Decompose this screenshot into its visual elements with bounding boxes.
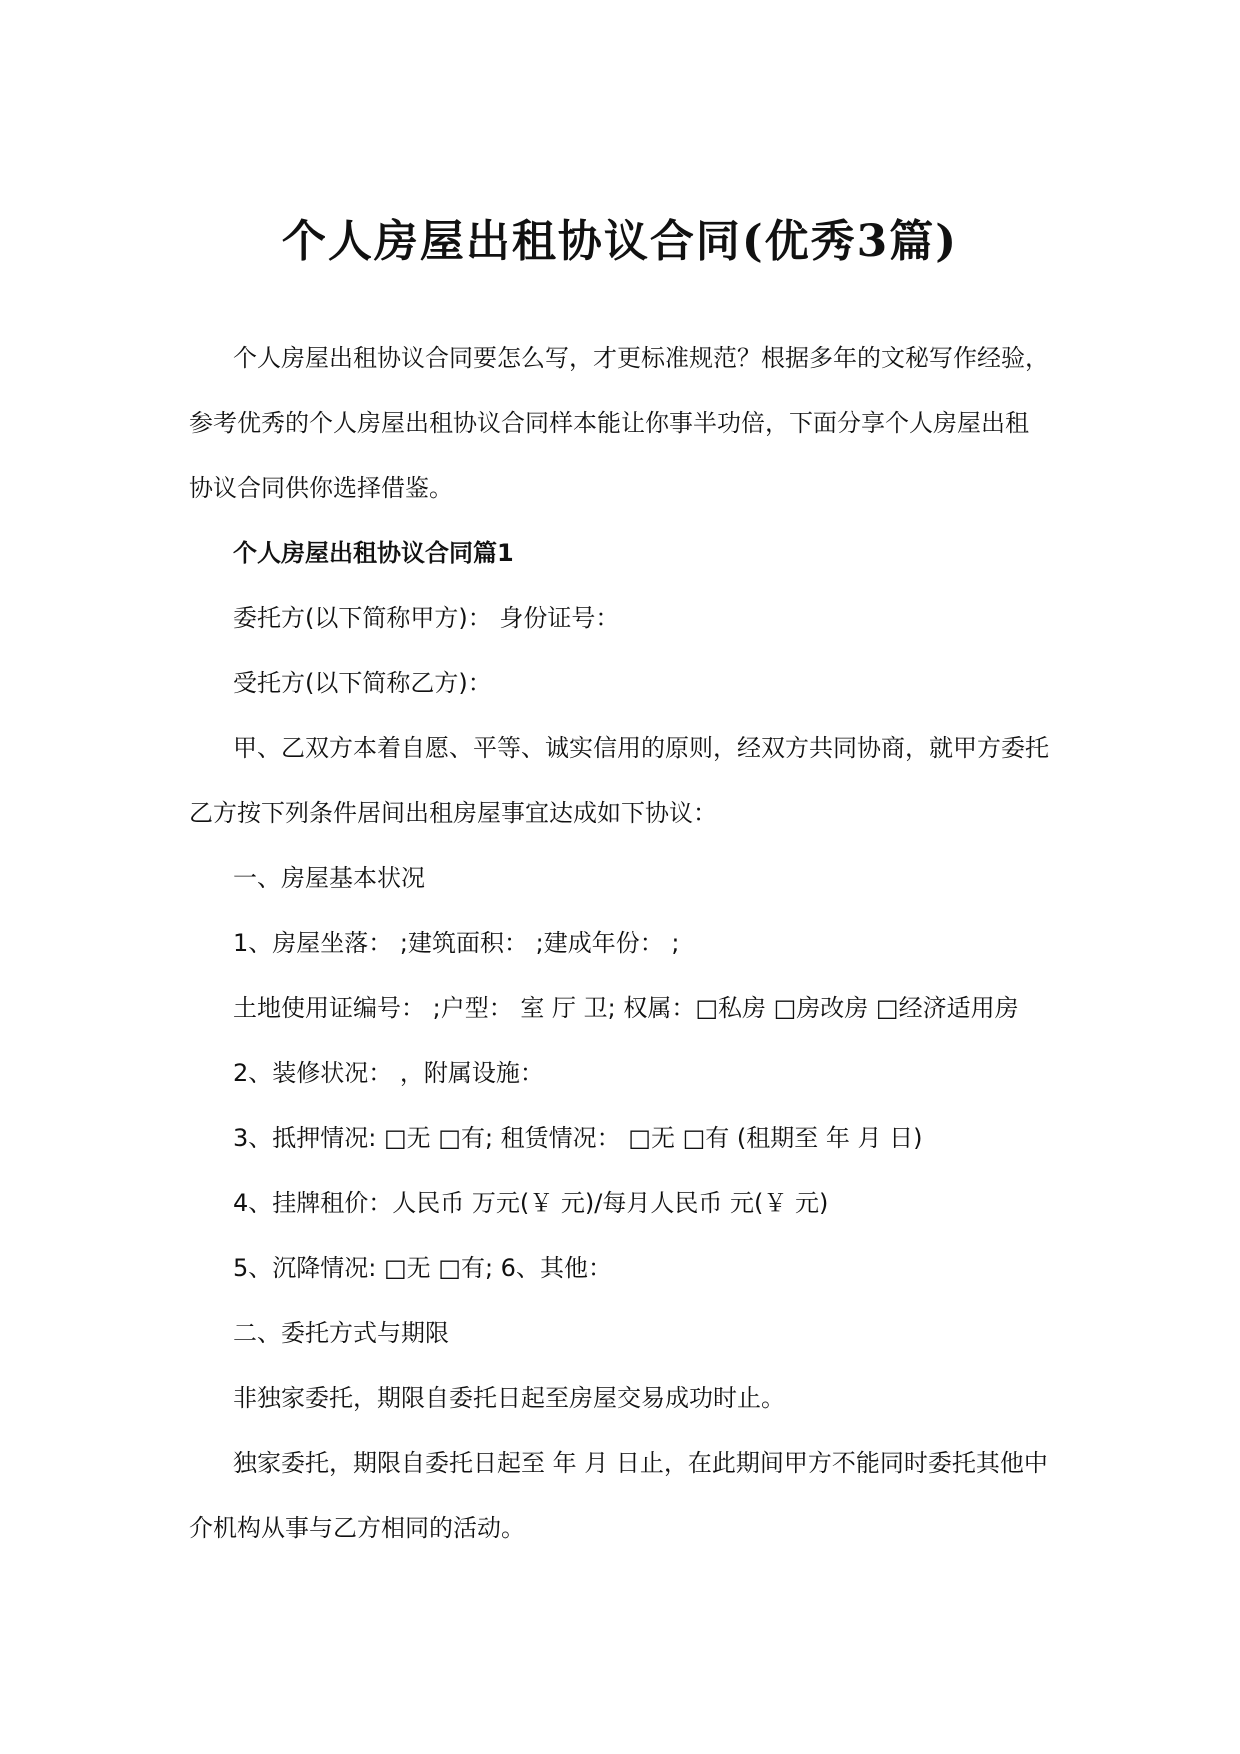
document-title: 个人房屋出租协议合同(优秀3篇)	[281, 216, 959, 267]
clause-item-mortgage: 3、抵押情况: □无 □有; 租赁情况： □无 □有 (租期至 年 月 日)	[233, 1124, 923, 1152]
clause-exclusive: 独家委托，期限自委托日起至 年 月 日止，在此期间甲方不能同时委托其他中介机构从事与乙方相同的活动。	[189, 1449, 1048, 1542]
agreement-preamble: 甲、乙双方本着自愿、平等、诚实信用的原则，经双方共同协商，就甲方委托乙方按下列条件居间出租房屋事宜达成如下协议：	[189, 734, 1049, 827]
clause-item-land-certificate: 土地使用证编号： ;户型： 室 厅 卫; 权属：□私房 □房改房 □经济适用房	[233, 994, 1019, 1022]
party-b-line: 受托方(以下简称乙方)：	[233, 669, 492, 697]
clause-item-decoration: 2、装修状况： ，附属设施：	[233, 1059, 544, 1087]
clause-item-location: 1、房屋坐落： ;建筑面积： ;建成年份： ;	[233, 929, 680, 957]
document-body	[189, 326, 1051, 1561]
clause-item-settlement: 5、沉降情况: □无 □有; 6、其他：	[233, 1254, 612, 1282]
clause-item-rent-price: 4、挂牌租价：人民币 万元(￥ 元)/每月人民币 元(￥ 元)	[233, 1189, 829, 1217]
party-a-line: 委托方(以下简称甲方)： 身份证号：	[233, 604, 620, 632]
clause-heading-basic-status: 一、房屋基本状况	[233, 864, 425, 892]
clause-non-exclusive: 非独家委托，期限自委托日起至房屋交易成功时止。	[233, 1384, 785, 1412]
clause-heading-entrust-method: 二、委托方式与期限	[233, 1319, 449, 1347]
section-heading-part-1: 个人房屋出租协议合同篇1	[233, 539, 514, 567]
intro-paragraph: 个人房屋出租协议合同要怎么写，才更标准规范？根据多年的文秘写作经验，参考优秀的个人房屋出租协议合同样本能让你事半功倍，下面分享个人房屋出租协议合同供你选择借鉴。	[189, 344, 1049, 502]
